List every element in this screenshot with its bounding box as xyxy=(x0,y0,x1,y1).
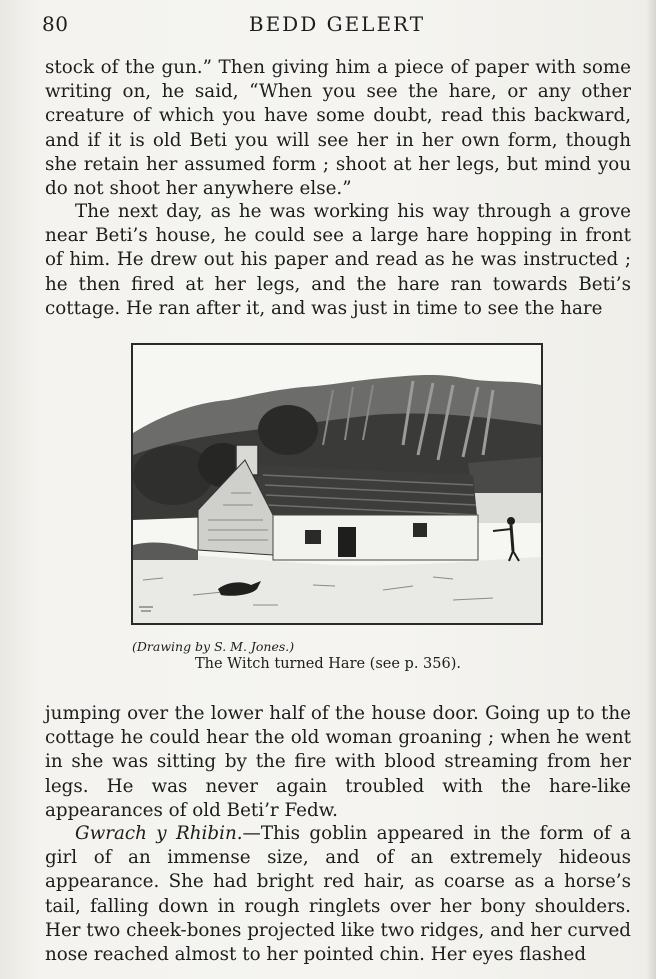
page-number: 80 xyxy=(42,12,69,36)
paragraph-4-text: —This goblin appeared in the form of a girl of an immense size, and of an extremely hideous appearance. She had bright red hair, as coarse as a horse’s tail, falling down in rough ringlets over her bony shoulders. Her two cheek-bones projected like two ridges, and her curved nose reached almost to her pointed chin. Her eyes flashed xyxy=(45,823,632,966)
figure-caption: The Witch turned Hare (see p. 356). xyxy=(194,656,461,672)
cottage-drawing xyxy=(133,345,541,623)
goblin-name: Gwrach y Rhibin. xyxy=(75,823,243,844)
figure-credit: (Drawing by S. M. Jones.) xyxy=(132,639,295,654)
paragraph-1: stock of the gun.” Then giving him a piece of paper with some writing on, he said, “When you see the hare, or any other creature of which you have some doubt, read this backward, and if it is old Beti you will see her in her own form, though she retain her assumed form ; shoot at her legs, but mind you do not shoot her anywhere else.” xyxy=(45,57,631,200)
illustration-witch-hare xyxy=(131,343,543,625)
running-title: BEDD GELERT xyxy=(248,12,426,36)
paragraph-4 xyxy=(45,822,631,967)
page-edge-shadow xyxy=(646,0,656,979)
paragraph-2: The next day, as he was working his way through a grove near Beti’s house, he could see a large hare hopping in front of him. He drew out his paper and read as he was instructed ; he then fired at her legs, and the hare ran towards Beti’s cottage. He ran after it, and was just in time to see the hare xyxy=(45,201,631,319)
paragraph-3: jumping over the lower half of the house door. Going up to the cottage he could hear the old woman groaning ; when he went in she was sitting by the fire with blood streaming from her legs. He was never again troubled with the hare-like appearances of old Beti’r Fedw. xyxy=(45,703,631,821)
page-header xyxy=(42,12,632,40)
